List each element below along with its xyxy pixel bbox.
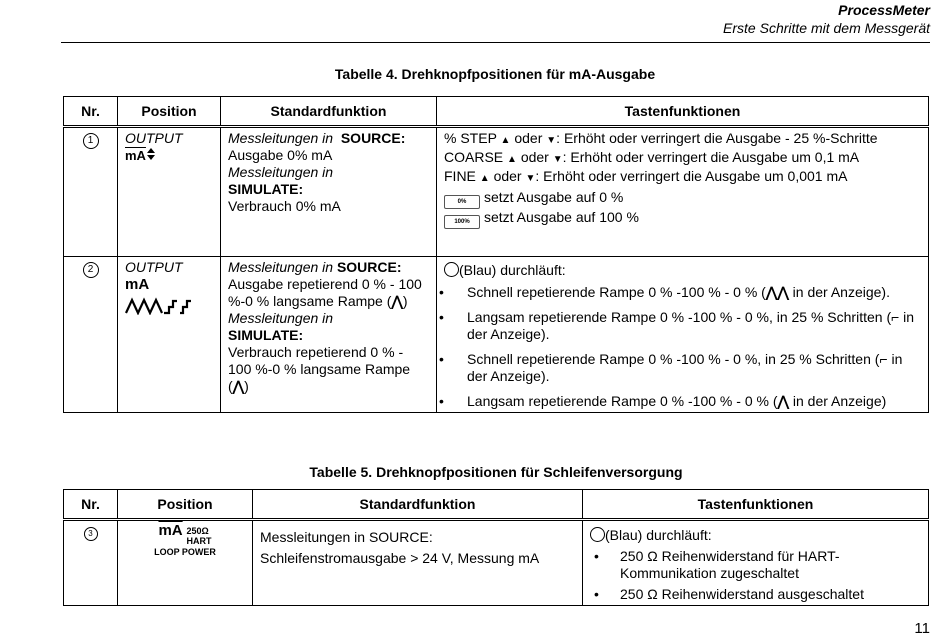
down-triangle-icon: ▼ bbox=[525, 173, 536, 184]
zero-percent-button-icon: 0% bbox=[444, 195, 480, 209]
col-header-tastenfunktionen: Tastenfunktionen bbox=[583, 490, 929, 520]
table4-caption: Tabelle 4. Drehknopfpositionen für mA-Ausgabe bbox=[334, 66, 656, 82]
hundred-percent-button-icon: 100% bbox=[444, 215, 480, 229]
resistor-label: 250Ω bbox=[186, 526, 209, 536]
row-number-circle: 2 bbox=[83, 262, 99, 278]
list-item: • Langsam repetierende Rampe 0 % -100 % - 0 % (⋀ in der Anzeige) bbox=[444, 393, 921, 410]
row-number-circle: 3 bbox=[84, 527, 98, 541]
up-triangle-icon: ▲ bbox=[479, 173, 490, 184]
col-header-nr: Nr. bbox=[64, 490, 118, 520]
std-text: Messleitungen in bbox=[228, 130, 334, 146]
table5 bbox=[63, 489, 929, 606]
key-text: setzt Ausgabe auf 100 % bbox=[484, 209, 639, 225]
blue-button-icon bbox=[590, 527, 605, 542]
position-cell bbox=[118, 520, 253, 606]
key-text: (Blau) durchläuft: bbox=[459, 262, 566, 278]
std-text: Messleitungen in bbox=[228, 259, 334, 275]
key-function-cell bbox=[437, 257, 929, 413]
list-item: • Schnell repetierende Rampe 0 % -100 % - 0 % (⋀⋀ in der Anzeige). bbox=[444, 284, 921, 301]
loop-power-symbol bbox=[125, 523, 245, 557]
header-subtitle: Erste Schritte mit dem Messgerät bbox=[723, 20, 930, 36]
blue-button-icon bbox=[444, 262, 459, 277]
col-header-position: Position bbox=[118, 490, 253, 520]
table-row bbox=[64, 520, 929, 606]
slow-ramp-icon: ⋀ bbox=[391, 293, 403, 309]
page-number: 11 bbox=[914, 620, 930, 637]
up-triangle-icon: ▲ bbox=[507, 154, 517, 165]
slow-step-icon: ⌐ bbox=[891, 309, 900, 325]
ramp-mode-list bbox=[444, 284, 921, 410]
key-text: oder bbox=[520, 149, 549, 165]
slow-ramp-icon: ⋀ bbox=[777, 393, 789, 409]
fast-step-icon: ⌐ bbox=[879, 351, 888, 367]
row-number-circle: 1 bbox=[83, 133, 99, 149]
key-text: setzt Ausgabe auf 0 % bbox=[484, 189, 624, 205]
std-mode: SIMULATE: bbox=[228, 181, 304, 197]
std-text: ) bbox=[402, 293, 408, 309]
dial-ma-symbol: mA bbox=[125, 276, 150, 293]
position-symbol bbox=[125, 147, 213, 164]
row-number-cell bbox=[64, 257, 118, 413]
up-down-arrow-icon bbox=[147, 147, 155, 164]
position-cell bbox=[118, 127, 221, 257]
down-triangle-icon: ▼ bbox=[552, 154, 563, 165]
table-row bbox=[64, 257, 929, 413]
standard-function-cell bbox=[253, 520, 583, 606]
key-text: FINE bbox=[444, 168, 476, 184]
std-text: Schleifenstromausgabe > 24 V, Messung mA bbox=[260, 550, 540, 566]
table4 bbox=[63, 96, 929, 413]
list-item: • 250 Ω Reihenwiderstand ausgeschaltet bbox=[590, 586, 921, 603]
std-text: Messleitungen in bbox=[228, 310, 334, 326]
position-cell bbox=[118, 257, 221, 413]
position-label: OUTPUT bbox=[125, 259, 183, 275]
key-text: oder bbox=[514, 130, 543, 146]
key-text: : Erhöht oder verringert die Ausgabe - 25 %-Schritte bbox=[556, 130, 878, 146]
std-text: Messleitungen in SOURCE: bbox=[260, 529, 433, 545]
position-label: OUTPUT bbox=[125, 130, 183, 146]
col-header-position: Position bbox=[118, 97, 221, 127]
col-header-standardfunktion: Standardfunktion bbox=[221, 97, 437, 127]
fast-ramp-icon: ⋀⋀ bbox=[765, 284, 789, 300]
col-header-standardfunktion: Standardfunktion bbox=[253, 490, 583, 520]
key-text: COARSE bbox=[444, 149, 504, 165]
down-triangle-icon: ▼ bbox=[546, 135, 557, 146]
std-text: Messleitungen in bbox=[228, 164, 334, 180]
loop-power-label: LOOP POWER bbox=[154, 547, 216, 557]
std-text: Verbrauch 0% mA bbox=[228, 198, 341, 214]
table5-caption: Tabelle 5. Drehknopfpositionen für Schleifenversorgung bbox=[309, 464, 683, 480]
key-text: oder bbox=[493, 168, 522, 184]
dial-ma-symbol: $\overline{mA}$ bbox=[125, 148, 146, 163]
row-number-cell bbox=[64, 520, 118, 606]
slow-ramp-icon: ⋀ bbox=[232, 378, 245, 394]
std-text: Ausgabe repetierend 0 % - 100 %-0 % langsame Rampe ( bbox=[228, 276, 422, 309]
std-text: ) bbox=[244, 378, 249, 394]
std-mode: SIMULATE: bbox=[228, 327, 304, 343]
header-title: ProcessMeter bbox=[838, 2, 930, 18]
key-text: % STEP bbox=[444, 130, 497, 146]
list-item: • 250 Ω Reihenwiderstand für HART-Kommunikation zugeschaltet bbox=[590, 548, 921, 582]
key-function-cell bbox=[583, 520, 929, 606]
row-number-cell bbox=[64, 127, 118, 257]
up-triangle-icon: ▲ bbox=[500, 135, 511, 146]
hart-mode-list bbox=[590, 548, 921, 603]
std-text: Verbrauch repetierend 0 % - 100 %-0 % langsame Rampe ( bbox=[228, 344, 411, 394]
table-row bbox=[64, 127, 929, 257]
key-function-cell bbox=[437, 127, 929, 257]
dial-ma-symbol: $\overline{mA}$ bbox=[158, 522, 183, 539]
list-item: • Langsam repetierende Rampe 0 % -100 % - 0 %, in 25 % Schritten (⌐ in der Anzeige). bbox=[444, 309, 921, 343]
std-text: Ausgabe 0% mA bbox=[228, 147, 333, 163]
header-rule bbox=[61, 42, 930, 43]
ramp-symbols-icon bbox=[125, 297, 213, 319]
key-text: : Erhöht oder verringert die Ausgabe um 0,1 mA bbox=[562, 149, 860, 165]
col-header-nr: Nr. bbox=[64, 97, 118, 127]
std-mode: SOURCE: bbox=[340, 130, 406, 146]
list-item: • Schnell repetierende Rampe 0 % -100 % - 0 %, in 25 % Schritten (⌐ in der Anzeige). bbox=[444, 351, 921, 385]
std-mode: SOURCE: bbox=[336, 259, 402, 275]
standard-function-cell bbox=[221, 127, 437, 257]
key-text: : Erhöht oder verringert die Ausgabe um 0,001 mA bbox=[535, 168, 848, 184]
hart-label: HART bbox=[186, 536, 212, 546]
col-header-tastenfunktionen: Tastenfunktionen bbox=[437, 97, 929, 127]
key-text: (Blau) durchläuft: bbox=[605, 527, 712, 543]
standard-function-cell bbox=[221, 257, 437, 413]
